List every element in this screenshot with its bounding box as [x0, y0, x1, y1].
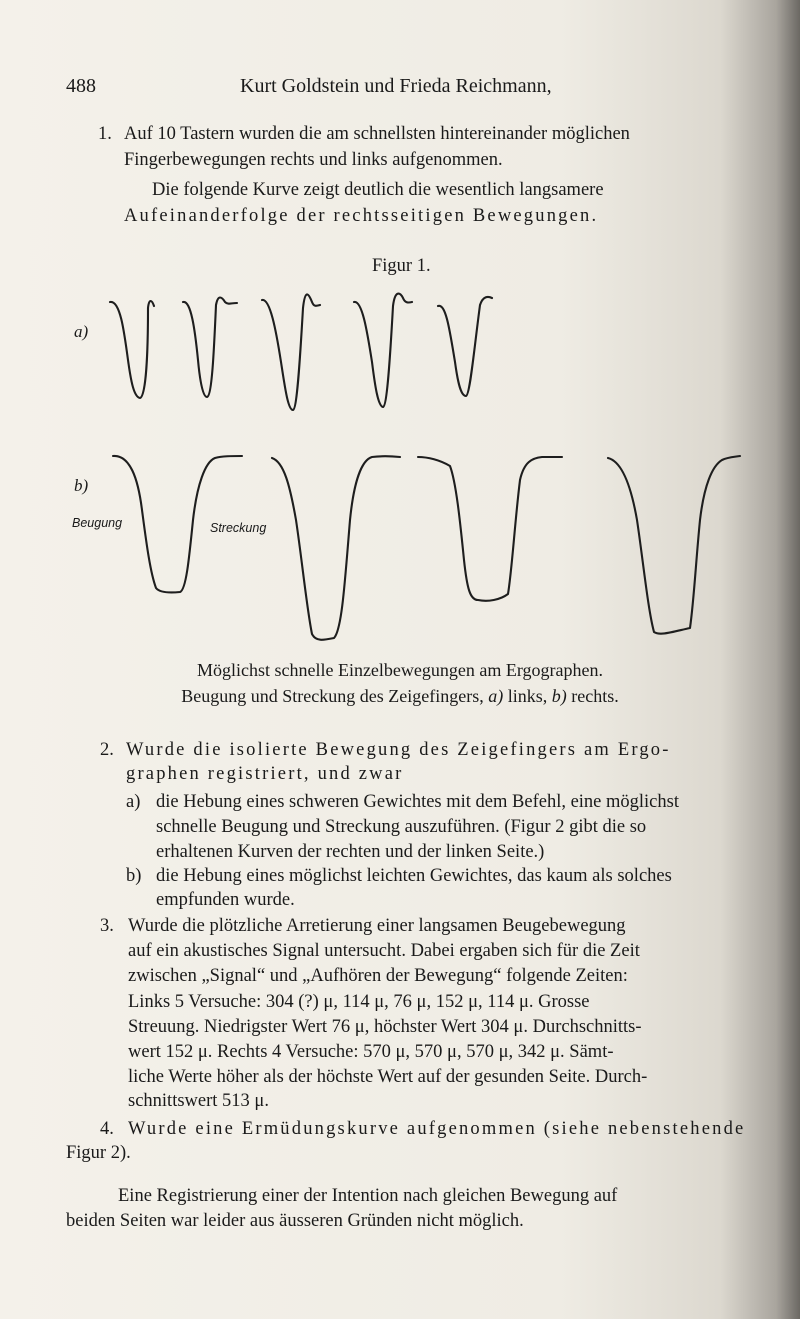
- item-3-number: 3.: [100, 916, 114, 936]
- item-4-line-1: Wurde eine Ermüdungskurve aufgenommen (siehe nebenstehende: [128, 1119, 746, 1139]
- running-title: Kurt Goldstein und Frieda Reichmann,: [240, 75, 552, 97]
- caption-text-mid: links,: [503, 686, 552, 706]
- item-2-sub-b-line-2: empfunden wurde.: [156, 890, 295, 910]
- curve-b-3: [418, 457, 562, 601]
- closing-line-2: beiden Seiten war leider aus äusseren Gründen nicht möglich.: [66, 1211, 524, 1231]
- curve-b-1: [113, 456, 242, 593]
- page-number: 488: [66, 75, 96, 97]
- figure-caption-line-2: [0, 686, 800, 707]
- figure-title: Figur 1.: [372, 256, 431, 276]
- figure-caption-line-1: Möglichst schnelle Einzelbewegungen am Ergographen.: [196, 660, 604, 680]
- item-2-sub-a-line-3: erhaltenen Kurven der rechten und der linken Seite.): [156, 842, 545, 862]
- curve-a-2: [183, 298, 237, 398]
- item-3-line-7: liche Werte höher als der höchste Wert auf der gesunden Seite. Durch-: [128, 1067, 648, 1087]
- item-4-number: 4.: [100, 1119, 114, 1139]
- item-4-line-2: Figur 2).: [66, 1143, 131, 1163]
- item-2-sub-a-label: a): [126, 792, 141, 812]
- item-3-line-6: wert 152 μ. Rechts 4 Versuche: 570 μ, 570 μ, 570 μ, 342 μ. Sämt-: [128, 1042, 614, 1062]
- curve-a-3: [262, 294, 320, 410]
- item-1-line-3: Die folgende Kurve zeigt deutlich die wesentlich langsamere: [152, 180, 604, 200]
- figure-label-b: b): [74, 476, 89, 495]
- figure-label-a: a): [74, 322, 89, 341]
- curve-a-1: [110, 301, 154, 398]
- item-2-sub-a-line-1: die Hebung eines schweren Gewichtes mit dem Befehl, eine möglichst: [156, 792, 679, 812]
- item-2-sub-b-label: b): [126, 866, 142, 886]
- item-1-number: 1.: [98, 124, 112, 144]
- item-3-line-2: auf ein akustisches Signal untersucht. Dabei ergaben sich für die Zeit: [128, 941, 640, 961]
- item-2-sub-b-line-1: die Hebung eines möglichst leichten Gewichtes, das kaum als solches: [156, 866, 672, 886]
- curve-b-2: [272, 456, 400, 640]
- item-3-line-3: zwischen „Signal“ und „Aufhören der Bewegung“ folgende Zeiten:: [128, 966, 628, 986]
- curve-a-4: [354, 294, 412, 407]
- caption-text-post: rechts.: [566, 686, 619, 706]
- item-1-line-1: Auf 10 Tastern wurden die am schnellsten hintereinander möglichen: [124, 124, 630, 144]
- item-2-line-2: graphen registriert, und zwar: [126, 764, 404, 784]
- item-2-sub-a-line-2: schnelle Beugung und Streckung auszuführen. (Figur 2 gibt die so: [156, 817, 647, 837]
- caption-b: b): [551, 686, 567, 706]
- item-2-number: 2.: [100, 740, 114, 760]
- item-2-line-1: Wurde die isolierte Bewegung des Zeigefingers am Ergo-: [126, 740, 671, 760]
- closing-line-1: Eine Registrierung einer der Intention nach gleichen Bewegung auf: [118, 1186, 618, 1206]
- curve-a-5: [438, 297, 492, 396]
- curve-b-4: [608, 456, 740, 634]
- item-3-line-4: Links 5 Versuche: 304 (?) μ, 114 μ, 76 μ, 152 μ, 114 μ. Grosse: [128, 992, 590, 1012]
- item-1-line-2: Fingerbewegungen rechts und links aufgenommen.: [124, 150, 503, 170]
- item-1-line-4: Aufeinanderfolge der rechtsseitigen Bewegungen.: [124, 206, 599, 226]
- annotation-extension: Streckung: [210, 521, 267, 535]
- item-3-line-1: Wurde die plötzliche Arretierung einer langsamen Beugebewegung: [128, 916, 626, 936]
- caption-a: a): [488, 686, 504, 706]
- item-3-line-5: Streuung. Niedrigster Wert 76 μ, höchster Wert 304 μ. Durchschnitts-: [128, 1017, 642, 1037]
- caption-text-pre: Beugung und Streckung des Zeigefingers,: [181, 686, 489, 706]
- annotation-flexion: Beugung: [72, 516, 123, 530]
- item-3-line-8: schnittswert 513 μ.: [128, 1091, 269, 1111]
